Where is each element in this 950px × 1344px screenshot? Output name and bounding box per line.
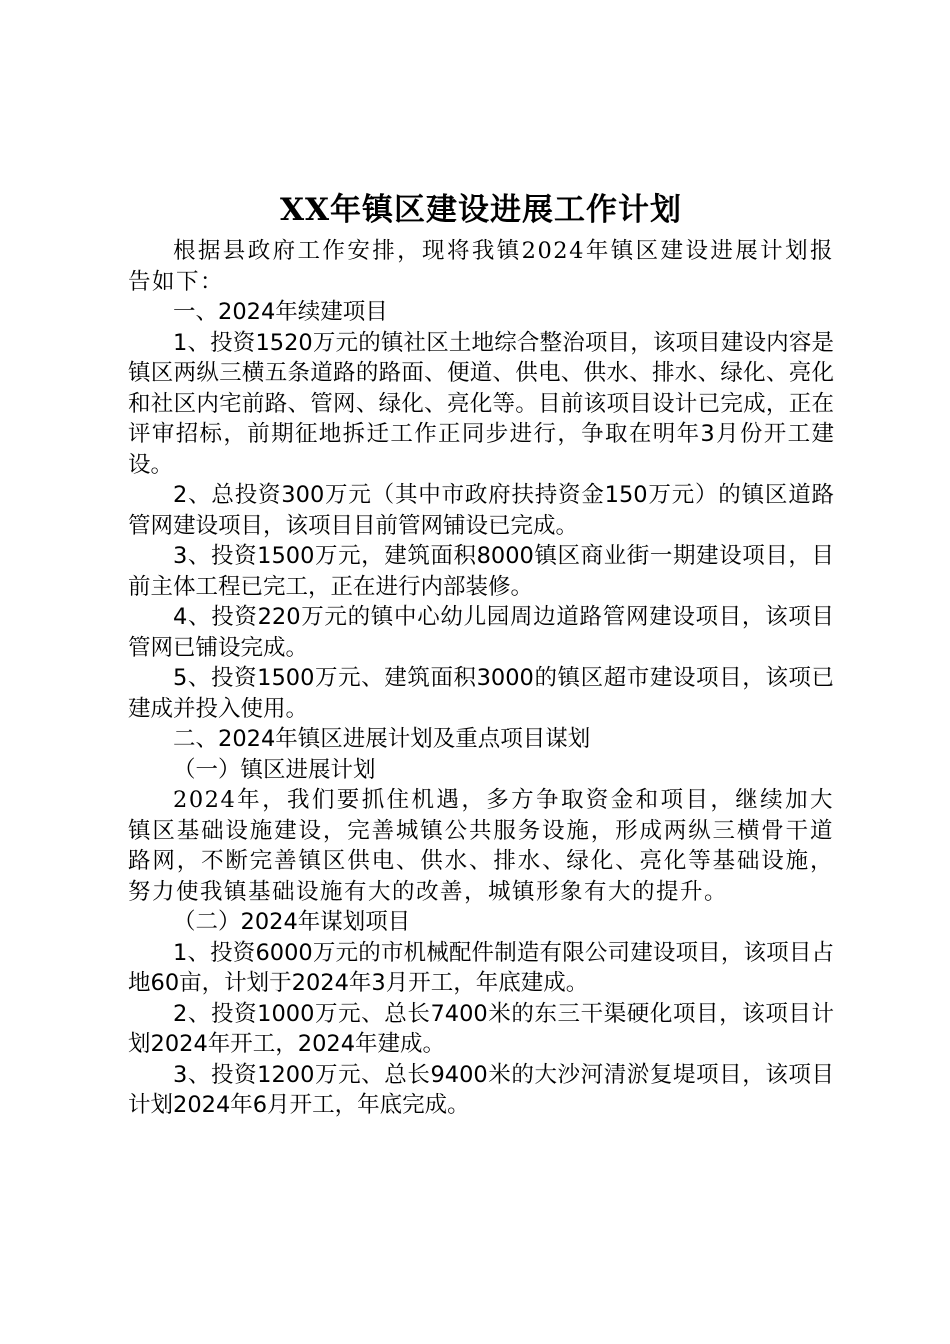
section1-item-2: 2、总投资300万元（其中市政府扶持资金150万元）的镇区道路管网建设项目，该项目目前管网铺设已完成。 — [128, 482, 834, 539]
document-title: XX年镇区建设进展工作计划 — [279, 192, 683, 228]
section2-sub1-text: 2024年，我们要抓住机遇，多方争取资金和项目，继续加大镇区基础设施建设，完善城镇公共服务设施，形成两纵三横骨干道路网，不断完善镇区供电、供水、排水、绿化、亮化等基础设施，努力使我镇基础设施有大的改善，城镇形象有大的提升。 — [128, 787, 834, 905]
section2-sub2-item-2: 2、投资1000万元、总长7400米的东三干渠硬化项目，该项目计划2024年开工，2024年建成。 — [128, 1000, 834, 1057]
section2-heading: 二、2024年镇区进展计划及重点项目谋划 — [173, 726, 591, 752]
section1-item-3: 3、投资1500万元，建筑面积8000镇区商业街一期建设项目，目前主体工程已完工，正在进行内部装修。 — [128, 543, 834, 600]
section1-item-5: 5、投资1500万元、建筑面积3000的镇区超市建设项目，该项已建成并投入使用。 — [128, 665, 834, 722]
section1-item-1: 1、投资1520万元的镇社区土地综合整治项目，该项目建设内容是镇区两纵三横五条道路的路面、便道、供电、供水、排水、绿化、亮化和社区内宅前路、管网、绿化、亮化等。目前该项目设计已完成，正在评审招标，前期征地拆迁工作正同步进行，争取在明年3月份开工建设。 — [128, 329, 834, 478]
section1-heading: 一、2024年续建项目 — [173, 299, 388, 325]
document-page — [128, 188, 834, 1121]
section2-sub2-item-1: 1、投资6000万元的市机械配件制造有限公司建设项目，该项目占地60亩，计划于2024年3月开工，年底建成。 — [128, 939, 834, 996]
section2-sub1-heading: （一）镇区进展计划 — [173, 756, 376, 783]
intro-paragraph: 根据县政府工作安排，现将我镇2024年镇区建设进展计划报告如下： — [128, 238, 834, 295]
section2-sub2-item-3: 3、投资1200万元、总长9400米的大沙河清淤复堤项目，该项目计划2024年6月开工，年底完成。 — [128, 1061, 834, 1118]
section2-sub2-heading: （二）2024年谋划项目 — [173, 909, 411, 935]
section1-item-4: 4、投资220万元的镇中心幼儿园周边道路管网建设项目，该项目管网已铺设完成。 — [128, 604, 834, 661]
